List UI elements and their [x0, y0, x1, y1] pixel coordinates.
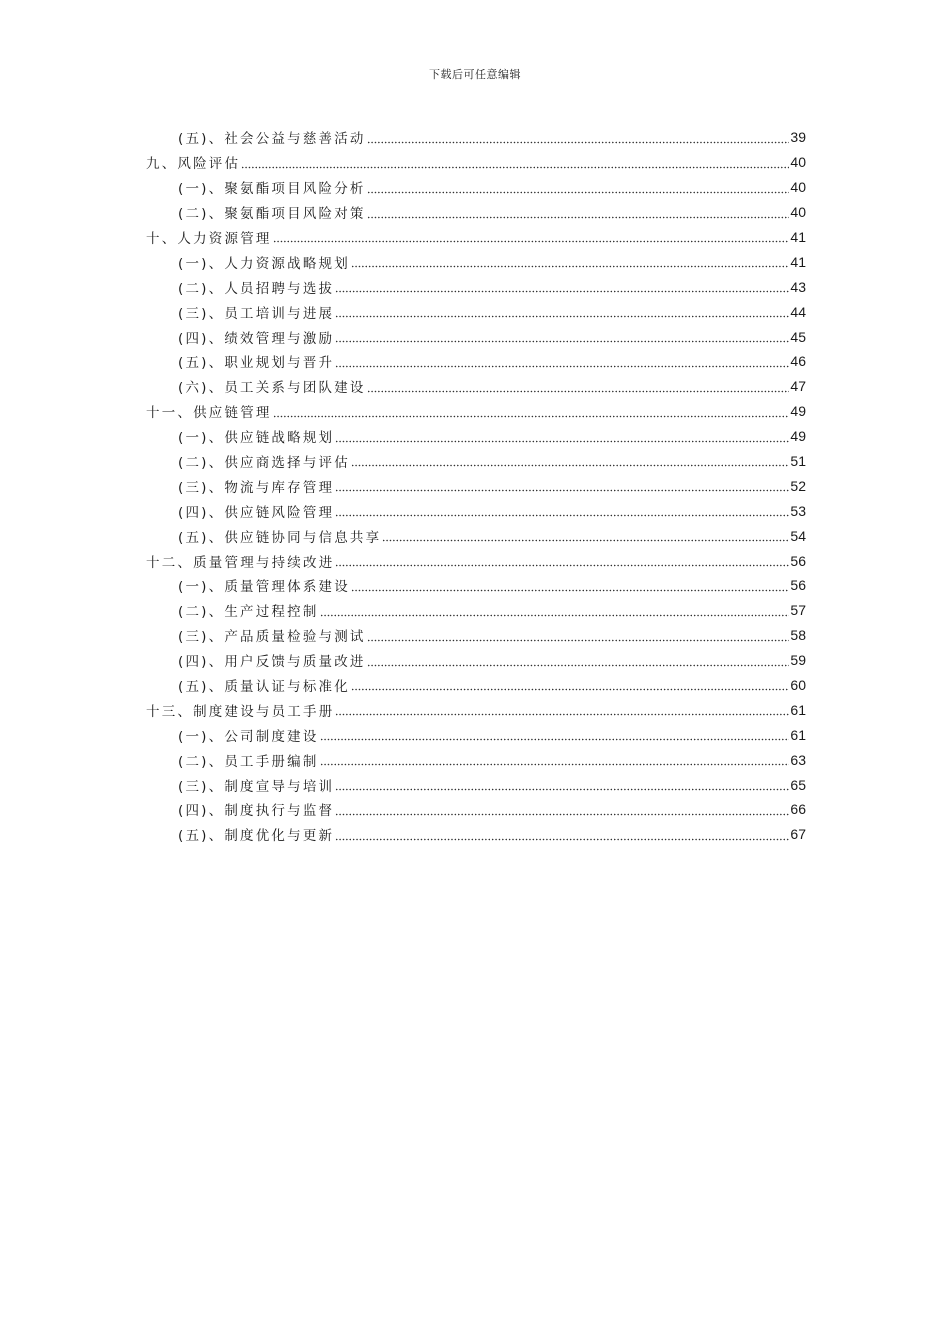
toc-section-entry[interactable]: [146, 797, 806, 822]
toc-entry-label: (二)、供应商选择与评估: [178, 455, 350, 472]
toc-section-entry[interactable]: [146, 299, 806, 324]
toc-dot-leader: [273, 233, 790, 243]
toc-section-entry[interactable]: [146, 722, 806, 747]
toc-entry-label: (二)、聚氨酯项目风险对策: [178, 206, 366, 223]
toc-entry-label: (五)、职业规划与晋升: [178, 355, 335, 372]
toc-dot-leader: [382, 532, 789, 542]
toc-section-entry[interactable]: [146, 249, 806, 274]
toc-entry-label: (四)、用户反馈与质量改进: [178, 654, 366, 671]
toc-section-entry[interactable]: [146, 125, 806, 150]
toc-page-number: 44: [790, 303, 806, 320]
toc-page-number: 57: [790, 602, 806, 619]
toc-dot-leader: [335, 433, 789, 443]
toc-dot-leader: [335, 557, 789, 567]
toc-page-number: 47: [790, 378, 806, 395]
toc-dot-leader: [351, 681, 789, 691]
toc-page-number: 40: [790, 154, 806, 171]
toc-entry-label: (三)、员工培训与进展: [178, 305, 335, 322]
toc-entry-label: (一)、供应链战略规划: [178, 430, 335, 447]
toc-page-number: 59: [790, 652, 806, 669]
toc-entry-label: (四)、绩效管理与激励: [178, 330, 335, 347]
toc-page-number: 63: [790, 751, 806, 768]
toc-page-number: 61: [790, 701, 806, 718]
toc-page-number: 67: [790, 826, 806, 843]
toc-entry-label: 十、人力资源管理: [146, 231, 272, 247]
toc-section-entry[interactable]: [146, 598, 806, 623]
toc-entry-label: (五)、质量认证与标准化: [178, 679, 350, 696]
toc-page-number: 46: [790, 353, 806, 370]
toc-chapter-entry[interactable]: [146, 548, 806, 573]
toc-page-number: 40: [790, 204, 806, 221]
toc-page-number: 41: [790, 229, 806, 245]
toc-page-number: 52: [790, 477, 806, 494]
toc-chapter-entry[interactable]: [146, 225, 806, 250]
toc-dot-leader: [320, 607, 790, 617]
toc-dot-leader: [241, 159, 789, 169]
toc-entry-label: 九、风险评估: [146, 156, 241, 173]
toc-page-number: 40: [790, 179, 806, 196]
toc-section-entry[interactable]: [146, 822, 806, 847]
toc-entry-label: (一)、聚氨酯项目风险分析: [178, 181, 366, 198]
toc-section-entry[interactable]: [146, 623, 806, 648]
toc-entry-label: (三)、物流与库存管理: [178, 479, 335, 496]
toc-section-entry[interactable]: [146, 573, 806, 598]
toc-section-entry[interactable]: [146, 324, 806, 349]
toc-dot-leader: [320, 731, 790, 741]
toc-dot-leader: [367, 657, 790, 667]
toc-page-number: 43: [790, 278, 806, 295]
toc-dot-leader: [335, 806, 789, 816]
toc-page-number: 51: [790, 453, 806, 470]
toc-dot-leader: [335, 781, 789, 791]
toc-dot-leader: [335, 482, 789, 492]
toc-dot-leader: [367, 184, 790, 194]
toc-dot-leader: [351, 258, 789, 268]
toc-dot-leader: [335, 283, 789, 293]
toc-section-entry[interactable]: [146, 772, 806, 797]
toc-dot-leader: [351, 457, 789, 467]
toc-section-entry[interactable]: [146, 274, 806, 299]
toc-entry-label: (六)、员工关系与团队建设: [178, 380, 366, 397]
toc-page-number: 49: [790, 403, 806, 420]
toc-page-number: 56: [790, 577, 806, 594]
toc-dot-leader: [351, 582, 789, 592]
toc-entry-label: (二)、人员招聘与选拔: [178, 280, 335, 297]
toc-entry-label: (一)、质量管理体系建设: [178, 579, 350, 596]
toc-entry-label: (三)、制度宣导与培训: [178, 778, 335, 795]
toc-section-entry[interactable]: [146, 498, 806, 523]
toc-entry-label: (五)、供应链协同与信息共享: [178, 529, 382, 546]
toc-dot-leader: [335, 831, 789, 841]
toc-dot-leader: [320, 756, 790, 766]
toc-section-entry[interactable]: [146, 424, 806, 449]
toc-chapter-entry[interactable]: [146, 150, 806, 175]
toc-page-number: 41: [790, 253, 806, 270]
toc-section-entry[interactable]: [146, 747, 806, 772]
toc-section-entry[interactable]: [146, 473, 806, 498]
toc-entry-label: (三)、产品质量检验与测试: [178, 629, 366, 646]
toc-dot-leader: [335, 706, 789, 716]
table-of-contents: [146, 125, 806, 847]
toc-page-number: 53: [790, 502, 806, 519]
toc-dot-leader: [367, 209, 790, 219]
toc-dot-leader: [335, 358, 789, 368]
toc-entry-label: (一)、人力资源战略规划: [178, 255, 350, 272]
page-header: 下载后可任意编辑: [429, 68, 521, 81]
toc-page-number: 49: [790, 428, 806, 445]
toc-page-number: 66: [790, 801, 806, 818]
toc-entry-label: (四)、供应链风险管理: [178, 504, 335, 521]
toc-page-number: 58: [790, 627, 806, 644]
toc-page-number: 60: [790, 677, 806, 694]
toc-section-entry[interactable]: [146, 523, 806, 548]
toc-chapter-entry[interactable]: [146, 399, 806, 424]
toc-dot-leader: [367, 632, 790, 642]
toc-page-number: 54: [790, 527, 806, 544]
toc-section-entry[interactable]: [146, 349, 806, 374]
toc-page-number: 45: [790, 328, 806, 345]
toc-page-number: 39: [790, 129, 806, 146]
toc-entry-label: (二)、员工手册编制: [178, 753, 319, 770]
toc-dot-leader: [335, 333, 789, 343]
toc-entry-label: 十二、质量管理与持续改进: [146, 554, 335, 571]
toc-dot-leader: [367, 383, 790, 393]
toc-section-entry[interactable]: [146, 374, 806, 399]
toc-entry-label: (一)、公司制度建设: [178, 728, 319, 745]
toc-entry-label: (五)、社会公益与慈善活动: [178, 131, 366, 148]
toc-chapter-entry[interactable]: [146, 697, 806, 722]
toc-section-entry[interactable]: [146, 673, 806, 698]
toc-entry-label: 十三、制度建设与员工手册: [146, 703, 335, 720]
toc-section-entry[interactable]: [146, 200, 806, 225]
toc-page-number: 61: [790, 726, 806, 743]
toc-page-number: 65: [790, 776, 806, 793]
toc-page-number: 56: [790, 552, 806, 569]
toc-section-entry[interactable]: [146, 175, 806, 200]
toc-section-entry[interactable]: [146, 648, 806, 673]
toc-dot-leader: [367, 134, 790, 144]
toc-dot-leader: [335, 308, 789, 318]
toc-entry-label: (五)、制度优化与更新: [178, 828, 335, 845]
toc-entry-label: (四)、制度执行与监督: [178, 803, 335, 820]
toc-entry-label: 十一、供应链管理: [146, 405, 272, 422]
toc-dot-leader: [273, 408, 790, 418]
toc-entry-label: (二)、生产过程控制: [178, 604, 319, 621]
toc-section-entry[interactable]: [146, 449, 806, 474]
toc-dot-leader: [335, 507, 789, 517]
